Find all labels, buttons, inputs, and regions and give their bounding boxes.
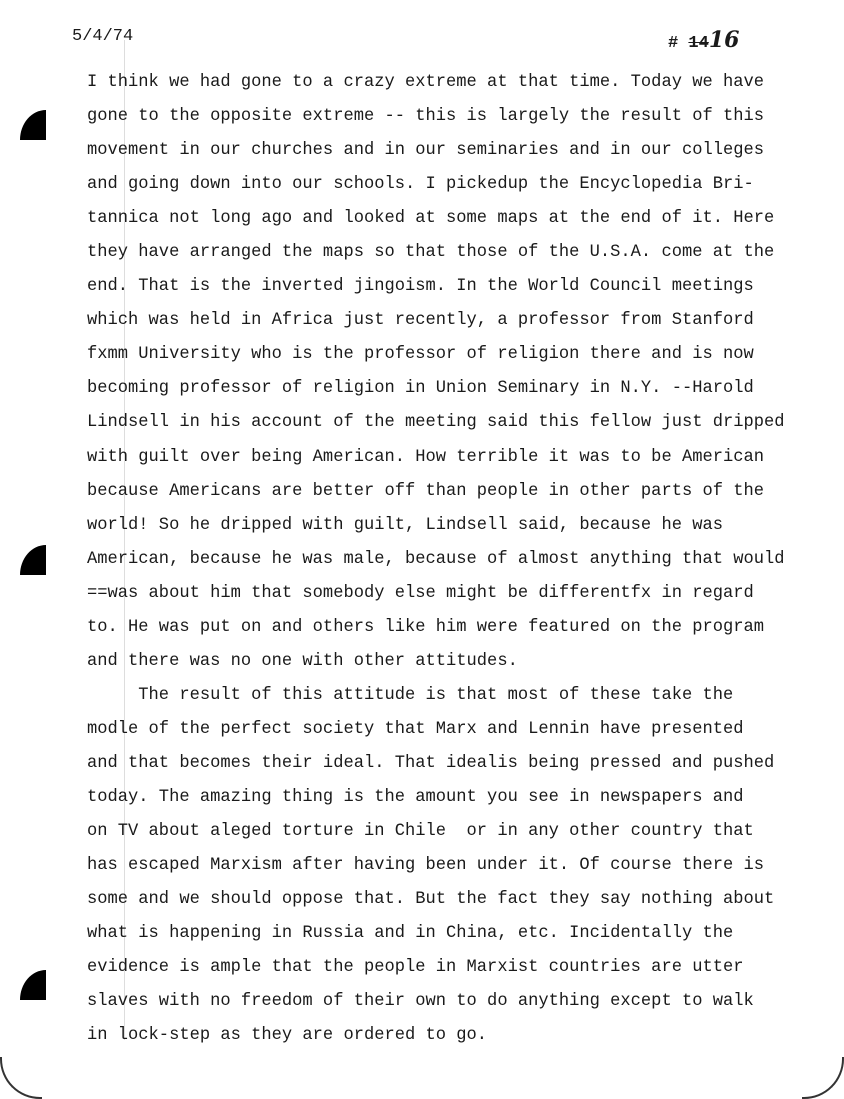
text-line: American, because he was male, because of almost anything that would (87, 549, 785, 569)
text-line: tannica not long ago and looked at some maps at the end of it. Here (87, 209, 775, 229)
text-line: and going down into our schools. I pickedup the Encyclopedia Bri- (87, 175, 754, 195)
punch-hole-mark (20, 110, 46, 140)
text-line: evidence is ample that the people in Marxist countries are utter (87, 958, 744, 978)
text-line: ==was about him that somebody else might be differentfx in regard (87, 583, 754, 603)
text-line: to. He was put on and others like him were featured on the program (87, 617, 765, 637)
text-line: some and we should oppose that. But the fact they say nothing about (87, 890, 775, 910)
page-number-handwritten: 16 (708, 27, 740, 53)
text-line: gone to the opposite extreme -- this is largely the result of this (87, 107, 765, 127)
text-line: has escaped Marxism after having been under it. Of course there is (87, 856, 765, 876)
page-number-struck: 14 (688, 34, 709, 53)
text-line: world! So he dripped with guilt, Lindsell said, because he was (87, 515, 723, 535)
text-line: end. That is the inverted jingoism. In the World Council meetings (87, 277, 754, 297)
text-line: Lindsell in his account of the meeting said this fellow just dripped (87, 413, 785, 433)
text-line: in lock-step as they are ordered to go. (87, 1026, 488, 1046)
text-line: they have arranged the maps so that those of the U.S.A. come at the (87, 243, 775, 263)
text-line: I think we had gone to a crazy extreme at that time. Today we have (87, 73, 765, 92)
text-line: what is happening in Russia and in China, etc. Incidentally the (87, 924, 734, 944)
page-corner-right (802, 1057, 844, 1099)
text-line: because Americans are better off than people in other parts of the (87, 481, 765, 501)
text-line: fxmm University who is the professor of religion there and is now (87, 345, 754, 365)
text-line: and there was no one with other attitudes. (87, 651, 518, 671)
page-number (668, 27, 739, 53)
text-line: modle of the perfect society that Marx and Lennin have presented (87, 719, 744, 739)
text-line: today. The amazing thing is the amount you see in newspapers and (87, 787, 744, 807)
text-line: and that becomes their ideal. That idealis being pressed and pushed (87, 753, 775, 773)
document-date: 5/4/74 (72, 27, 134, 46)
text-line: with guilt over being American. How terrible it was to be American (87, 447, 765, 467)
page-corner-left (0, 1057, 42, 1099)
text-line: on TV about aleged torture in Chile or in any other country that (87, 822, 754, 842)
text-line: The result of this attitude is that most of these take the (87, 685, 734, 705)
page-number-prefix: # (668, 34, 689, 53)
document-body (87, 66, 785, 1053)
text-line: movement in our churches and in our seminaries and in our colleges (87, 141, 765, 161)
punch-hole-mark (20, 970, 46, 1000)
text-line: which was held in Africa just recently, a professor from Stanford (87, 311, 754, 331)
text-line: slaves with no freedom of their own to do anything except to walk (87, 992, 754, 1012)
text-line: becoming professor of religion in Union Seminary in N.Y. --Harold (87, 379, 754, 399)
punch-hole-mark (20, 545, 46, 575)
